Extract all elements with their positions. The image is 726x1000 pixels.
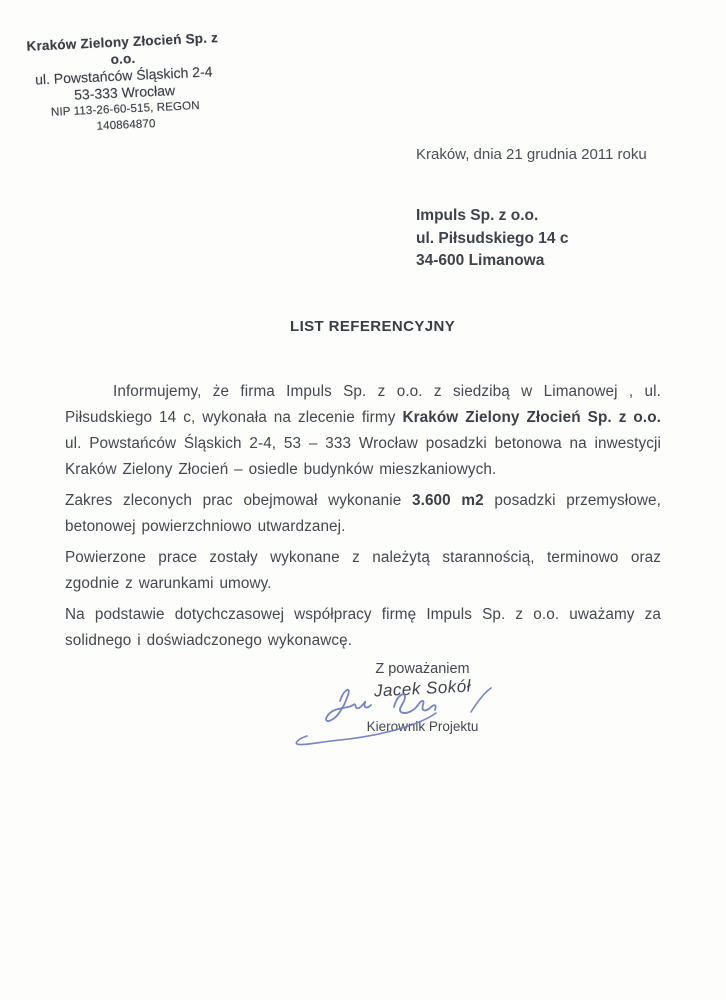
paragraph-quality: Powierzone prace zostały wykonane z należytą starannością, terminowo oraz zgodnie z warunkami umowy. xyxy=(65,549,661,592)
paragraph-recommendation: Na podstawie dotychczasowej współpracy firmę Impuls Sp. z o.o. uważamy za solidnego i doświadczonego wykonawcę. xyxy=(65,606,661,649)
stamp-street: ul. Powstańców Śląskich 2-4 xyxy=(34,63,213,88)
company-stamp xyxy=(22,29,226,138)
signatory-role: Kierownik Projektu xyxy=(366,719,479,734)
recipient-street: ul. Piłsudskiego 14 c xyxy=(416,229,569,247)
stamp-company-name: Kraków Zielony Złocień Sp. z o.o. xyxy=(26,30,219,67)
date-line: Kraków, dnia 21 grudnia 2011 roku xyxy=(416,146,647,163)
signatory-name: Jacek Sokół xyxy=(373,676,472,701)
letter-title: LIST REFERENCYJNY xyxy=(290,318,456,335)
paragraph-intro-company-bold: Kraków Zielony Złocień Sp. z o.o. xyxy=(402,409,661,426)
signature-closing: Z poważaniem xyxy=(375,661,470,677)
paragraph-scope-area-bold: 3.600 m2 xyxy=(411,492,484,509)
recipient-name: Impuls Sp. z o.o. xyxy=(416,207,539,224)
recipient-block xyxy=(416,205,568,273)
signature-block xyxy=(330,660,515,734)
paragraph-scope xyxy=(65,488,661,540)
paragraph-scope-text-2: posadzki przemysłowe, betonowej powierzchniowo utwardzanej. xyxy=(65,492,661,535)
recipient-city: 34-600 Limanowa xyxy=(416,252,545,269)
paragraph-intro-text-1: Informujemy, że firma Impuls Sp. z o.o. z siedzibą w Limanowej , ul. Piłsudskiego 14 c, wykonała na zlecenie firmy xyxy=(65,383,661,426)
paragraph-intro-text-2: ul. Powstańców Śląskich 2-4, 53 – 333 Wrocław posadzki betonowa na inwestycji Kraków Zielony Złocień – osiedle budynków mieszkaniowych. xyxy=(65,435,661,478)
letter-body xyxy=(65,379,661,659)
paragraph-scope-text-1: Zakres zleconych prac obejmował wykonanie xyxy=(65,492,412,509)
stamp-city: 53-333 Wrocław xyxy=(73,82,176,103)
stamp-nip-regon: NIP 113-26-60-515, REGON 140864870 xyxy=(50,99,200,133)
paragraph-intro xyxy=(65,379,661,483)
